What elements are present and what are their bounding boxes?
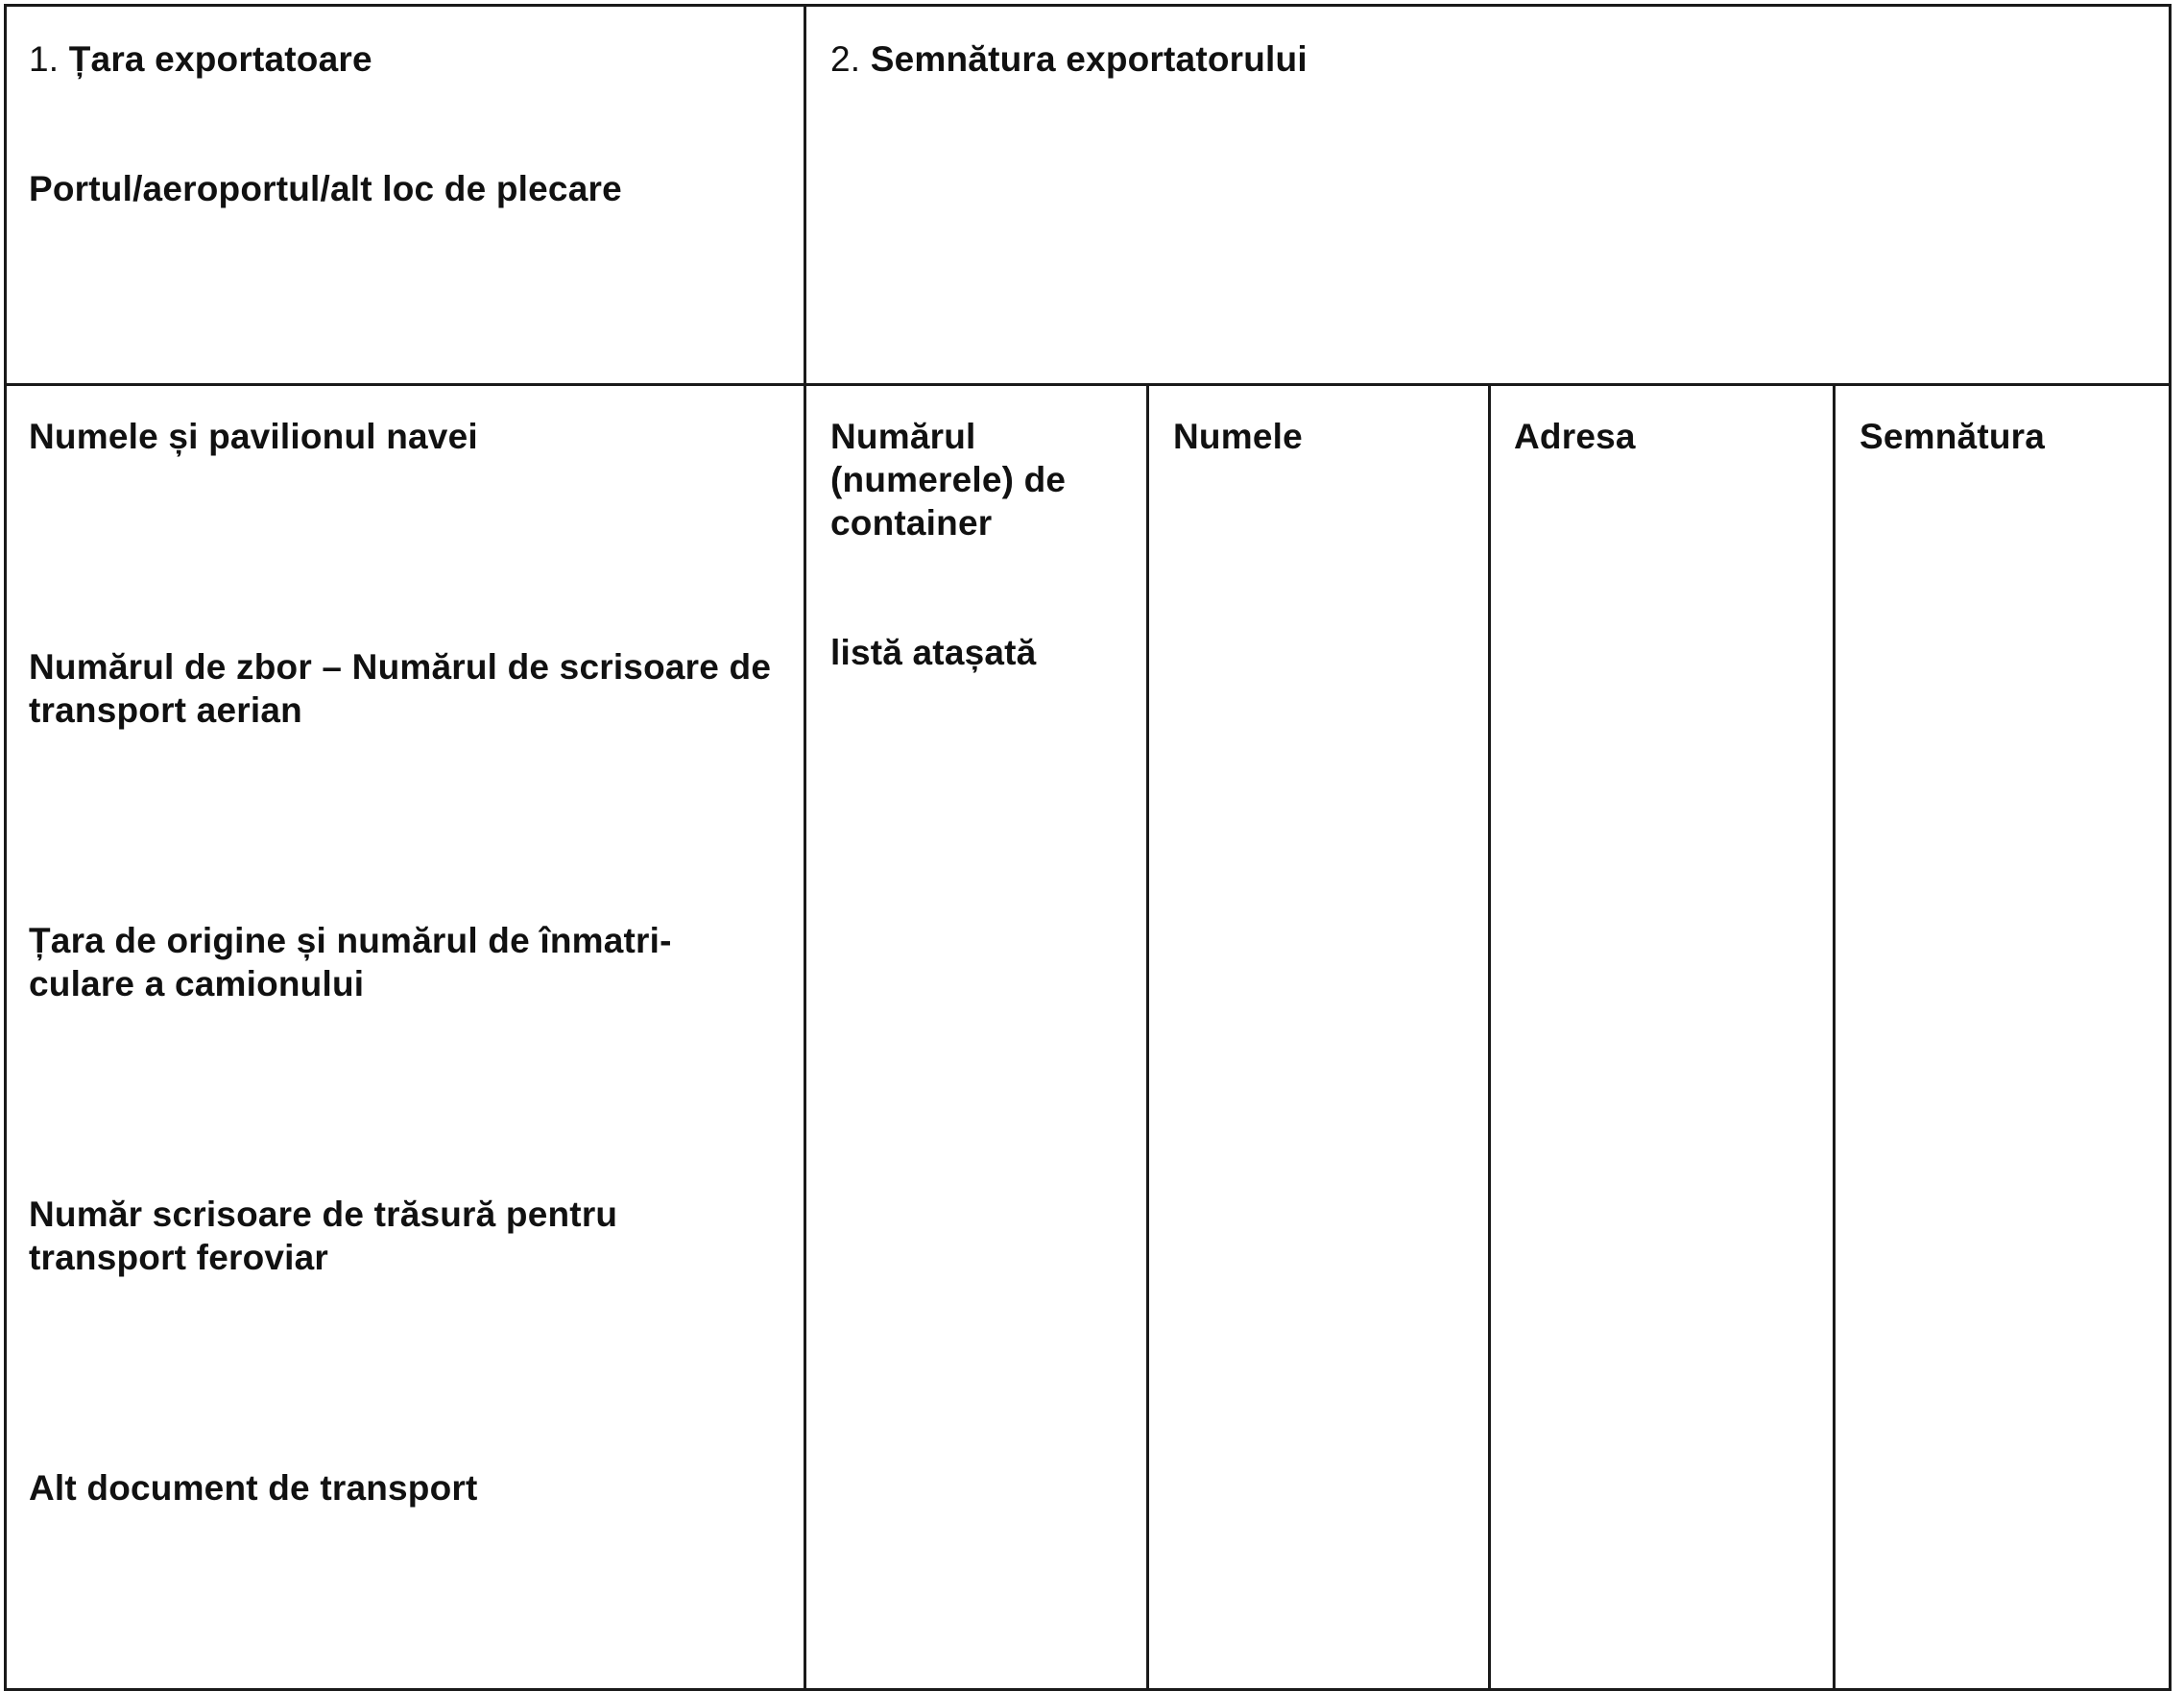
address-column-header: Adresa [1514,417,1636,456]
address-column-box[interactable] [1491,386,1833,1688]
truck-registration-label: Țara de origine și numărul de înmatri- culare a camionului [29,921,672,1003]
rail-waybill-label: Număr scrisoare de trăsură pentru transport feroviar [29,1195,618,1277]
departure-port-label: Portul/aeroportul/alt loc de plecare [29,169,622,208]
container-numbers-box[interactable] [806,386,1146,1688]
signature-column-box[interactable] [1836,386,2169,1688]
transport-details-box[interactable] [7,386,804,1688]
attached-list-label: listă atașată [830,633,1037,672]
other-transport-document-label: Alt document de transport [29,1468,478,1508]
export-form-table [4,4,2172,1691]
exporter-signature-box[interactable] [806,7,2169,383]
container-numbers-header: Numărul (numerele) de container [830,417,1067,543]
signature-column-header: Semnătura [1860,417,2046,456]
exporter-signature-label: Semnătura exportatorului [870,39,1308,79]
box2-number: 2. [830,39,861,79]
name-column-header: Numele [1173,417,1303,456]
exporting-country-box[interactable] [7,7,804,383]
flight-airwaybill-label: Numărul de zbor – Numărul de scrisoare de transport aerian [29,647,772,730]
box1-number: 1. [29,39,60,79]
ship-name-flag-label: Numele și pavilionul navei [29,417,478,456]
name-column-box[interactable] [1149,386,1488,1688]
exporting-country-label: Țara exportatoare [68,39,372,79]
